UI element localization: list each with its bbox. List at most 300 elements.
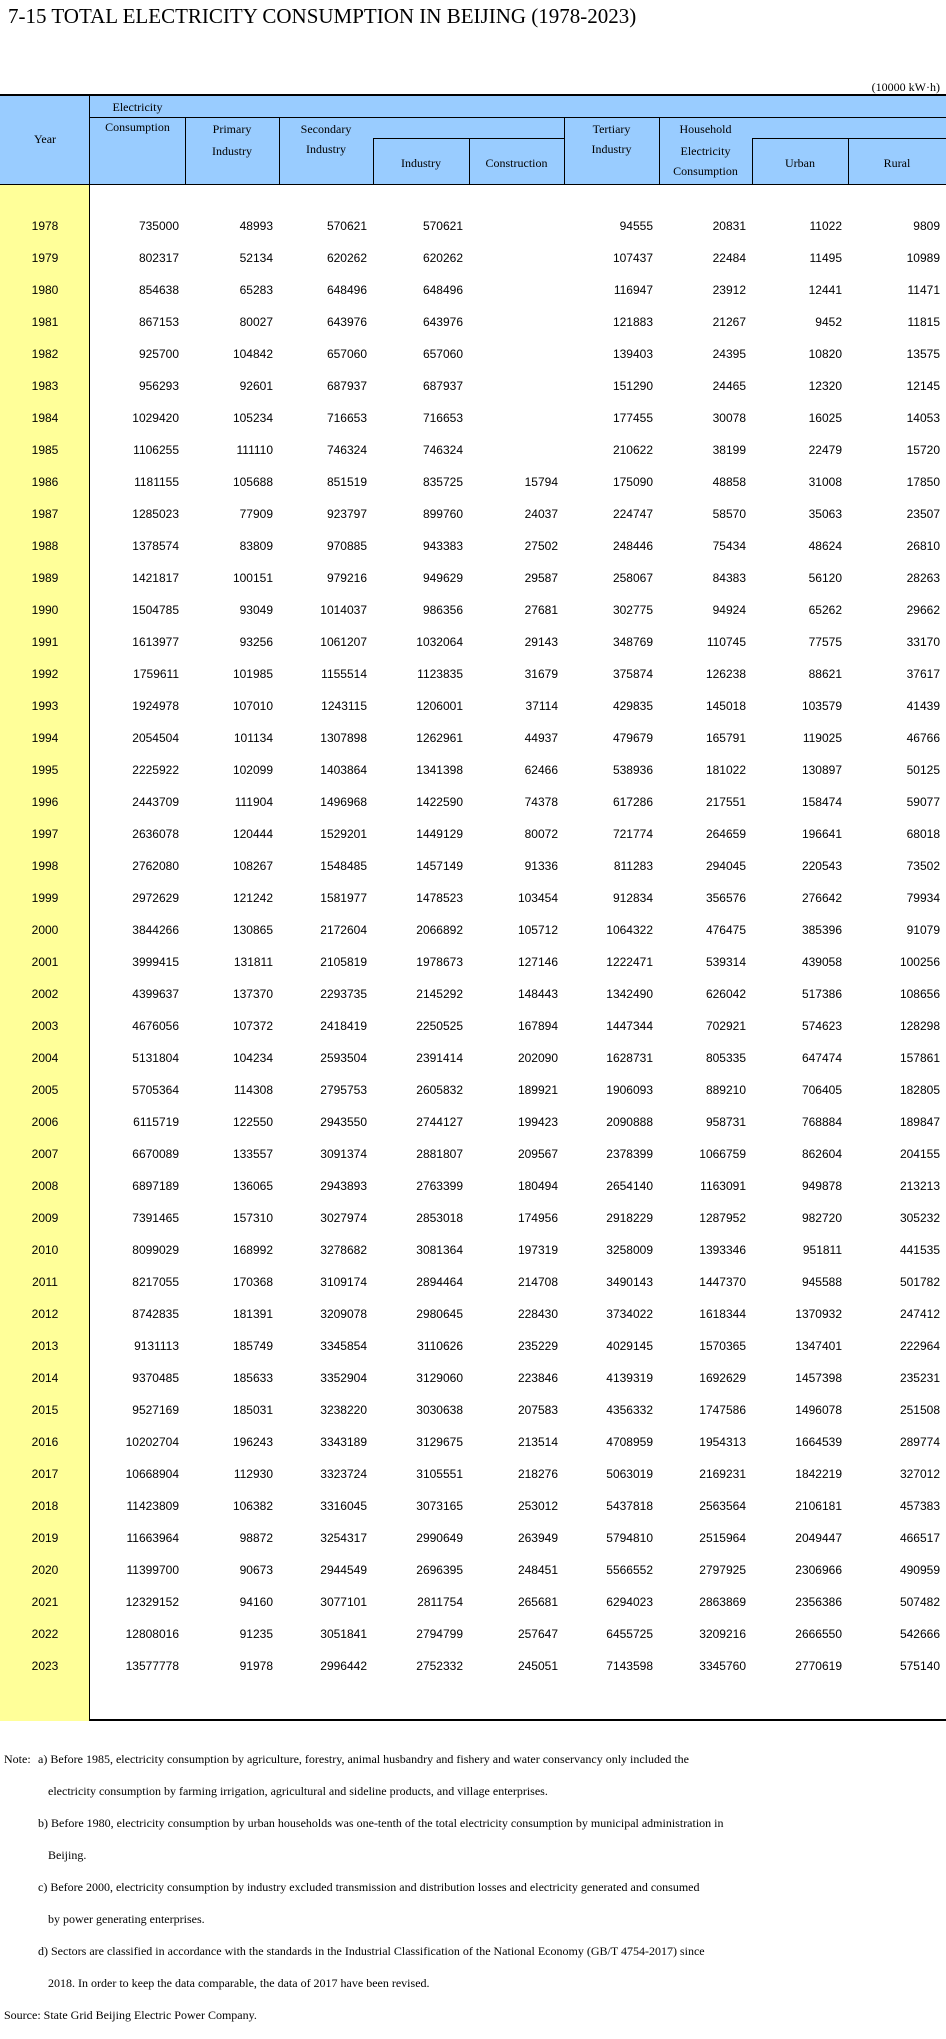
cell-household: 22484 [712, 251, 746, 265]
cell-construction: 253012 [517, 1499, 558, 1513]
cell-rural: 14053 [906, 411, 940, 425]
cell-rural: 15720 [906, 443, 940, 457]
cell-tertiary: 175090 [612, 475, 653, 489]
cell-construction: 29587 [524, 571, 558, 585]
header-tertiary-line2: Industry [591, 142, 632, 156]
cell-industry: 943383 [422, 539, 463, 553]
cell-year: 1983 [31, 379, 59, 393]
cell-industry: 986356 [422, 603, 463, 617]
cell-household: 1692629 [699, 1371, 746, 1385]
cell-industry: 2794799 [416, 1627, 463, 1641]
cell-secondary: 2943893 [320, 1179, 367, 1193]
cell-primary: 98872 [239, 1531, 273, 1545]
cell-primary: 106382 [232, 1499, 273, 1513]
cell-rural: 222964 [899, 1339, 940, 1353]
cell-tertiary: 139403 [612, 347, 653, 361]
cell-secondary: 1307898 [320, 731, 367, 745]
cell-urban: 220543 [801, 859, 842, 873]
table-row [0, 818, 946, 850]
cell-rural: 79934 [906, 891, 940, 905]
cell-urban: 1457398 [795, 1371, 842, 1385]
cell-year: 1995 [31, 763, 59, 777]
header-bottom-rule [0, 184, 946, 185]
cell-secondary: 3345854 [320, 1339, 367, 1353]
cell-tertiary: 107437 [612, 251, 653, 265]
table-row [0, 306, 946, 338]
cell-rural: 204155 [899, 1147, 940, 1161]
cell-year: 2018 [31, 1499, 59, 1513]
cell-electricity: 10202704 [125, 1435, 179, 1449]
cell-secondary: 923797 [326, 507, 367, 521]
cell-tertiary: 3734022 [606, 1307, 653, 1321]
cell-urban: 12441 [808, 283, 842, 297]
cell-household: 48858 [712, 475, 746, 489]
cell-rural: 23507 [906, 507, 940, 521]
header-primary-line1: Primary [212, 122, 252, 136]
cell-electricity: 9527169 [132, 1403, 179, 1417]
cell-industry: 746324 [422, 443, 463, 457]
cell-construction: 31679 [524, 667, 558, 681]
cell-primary: 101985 [232, 667, 273, 681]
cell-secondary: 643976 [326, 315, 367, 329]
cell-secondary: 2105819 [320, 955, 367, 969]
cell-secondary: 970885 [326, 539, 367, 553]
cell-year: 1980 [31, 283, 59, 297]
cell-electricity: 4676056 [132, 1019, 179, 1033]
cell-tertiary: 811283 [613, 859, 653, 873]
cell-primary: 93049 [239, 603, 273, 617]
cell-secondary: 2996442 [320, 1659, 367, 1673]
cell-electricity: 854638 [138, 283, 179, 297]
cell-rural: 28263 [906, 571, 940, 585]
cell-urban: 65262 [808, 603, 842, 617]
cell-tertiary: 538936 [612, 763, 653, 777]
cell-rural: 46766 [906, 731, 940, 745]
cell-electricity: 2225922 [132, 763, 179, 777]
cell-urban: 982720 [801, 1211, 842, 1225]
cell-urban: 2666550 [795, 1627, 842, 1641]
table-row [0, 754, 946, 786]
cell-industry: 1978673 [416, 955, 463, 969]
cell-tertiary: 248446 [612, 539, 653, 553]
cell-construction: 214708 [517, 1275, 558, 1289]
cell-household: 94924 [712, 603, 746, 617]
cell-year: 1987 [31, 507, 59, 521]
cell-household: 2563564 [699, 1499, 746, 1513]
cell-secondary: 2944549 [320, 1563, 367, 1577]
cell-household: 24395 [712, 347, 746, 361]
cell-rural: 235231 [899, 1371, 940, 1385]
table-row [0, 1170, 946, 1202]
cell-year: 1989 [31, 571, 59, 585]
cell-primary: 104842 [232, 347, 273, 361]
note-c-line1: c) Before 2000, electricity consumption by industry excluded transmission and distribution losses and electricity generated and consumed [38, 1880, 700, 1894]
cell-rural: 327012 [899, 1467, 940, 1481]
cell-construction: 174956 [517, 1211, 558, 1225]
cell-year: 1986 [31, 475, 59, 489]
cell-tertiary: 2378399 [606, 1147, 653, 1161]
cell-rural: 9809 [913, 219, 940, 233]
cell-construction: 248451 [517, 1563, 558, 1577]
table-row [0, 402, 946, 434]
cell-industry: 657060 [422, 347, 463, 361]
cell-construction [469, 402, 564, 434]
table-row [0, 594, 946, 626]
cell-urban: 11495 [809, 251, 842, 265]
cell-household: 1954313 [699, 1435, 746, 1449]
cell-construction: 228430 [517, 1307, 558, 1321]
cell-industry: 1206001 [416, 699, 463, 713]
header-divider [752, 138, 946, 139]
cell-household: 84383 [712, 571, 746, 585]
cell-tertiary: 6294023 [606, 1595, 653, 1609]
note-b-line1: b) Before 1980, electricity consumption by urban households was one-tenth of the total electricity consumption by municipal administration in [38, 1816, 724, 1830]
cell-urban: 12320 [808, 379, 842, 393]
table-row [0, 1554, 946, 1586]
cell-tertiary: 912834 [612, 891, 653, 905]
cell-construction: 207583 [517, 1403, 558, 1417]
cell-urban: 949878 [801, 1179, 842, 1193]
cell-urban: 130897 [801, 763, 842, 777]
cell-industry: 2752332 [416, 1659, 463, 1673]
cell-tertiary: 121883 [612, 315, 653, 329]
header-secondary-line1: Secondary [300, 122, 352, 136]
cell-rural: 466517 [899, 1531, 940, 1545]
table-row [0, 1490, 946, 1522]
table-row [0, 1330, 946, 1362]
cell-urban: 1842219 [795, 1467, 842, 1481]
cell-household: 2863869 [699, 1595, 746, 1609]
cell-primary: 120444 [232, 827, 273, 841]
cell-electricity: 1613977 [132, 635, 179, 649]
cell-primary: 136065 [232, 1179, 273, 1193]
note-d-line2: 2018. In order to keep the data comparable, the data of 2017 have been revised. [48, 1976, 430, 1990]
cell-construction: 62466 [524, 763, 558, 777]
cell-industry: 2853018 [416, 1211, 463, 1225]
cell-construction: 127146 [517, 955, 558, 969]
cell-secondary: 2593504 [320, 1051, 367, 1065]
cell-year: 2022 [31, 1627, 59, 1641]
cell-rural: 289774 [899, 1435, 940, 1449]
cell-tertiary: 429835 [612, 699, 653, 713]
cell-construction: 15794 [524, 475, 558, 489]
cell-urban: 2049447 [795, 1531, 842, 1545]
cell-year: 2005 [31, 1083, 59, 1097]
cell-tertiary: 258067 [612, 571, 653, 585]
cell-secondary: 2418419 [320, 1019, 367, 1033]
cell-urban: 158474 [801, 795, 842, 809]
table-row [0, 882, 946, 914]
cell-tertiary: 94555 [619, 219, 653, 233]
cell-urban: 2106181 [795, 1499, 842, 1513]
cell-construction [469, 306, 564, 338]
cell-household: 1618344 [699, 1307, 746, 1321]
cell-construction [469, 274, 564, 306]
cell-construction: 265681 [517, 1595, 558, 1609]
cell-year: 1998 [31, 859, 59, 873]
cell-industry: 643976 [422, 315, 463, 329]
cell-industry: 2066892 [416, 923, 463, 937]
cell-urban: 945588 [801, 1275, 842, 1289]
cell-industry: 2980645 [416, 1307, 463, 1321]
cell-year: 1979 [31, 251, 59, 265]
table-row [0, 466, 946, 498]
cell-household: 58570 [712, 507, 746, 521]
cell-primary: 48993 [239, 219, 273, 233]
cell-electricity: 11423809 [126, 1499, 179, 1513]
cell-rural: 73502 [906, 859, 940, 873]
table-row [0, 1522, 946, 1554]
cell-year: 2021 [31, 1595, 59, 1609]
cell-tertiary: 4139319 [606, 1371, 653, 1385]
cell-electricity: 9370485 [132, 1371, 179, 1385]
table-row [0, 1010, 946, 1042]
cell-construction: 37114 [525, 699, 558, 713]
cell-industry: 1341398 [416, 763, 463, 777]
cell-urban: 2770619 [795, 1659, 842, 1673]
cell-secondary: 648496 [326, 283, 367, 297]
cell-primary: 77909 [239, 507, 273, 521]
cell-electricity: 8742835 [132, 1307, 179, 1321]
cell-year: 2016 [31, 1435, 59, 1449]
cell-electricity: 1924978 [132, 699, 179, 713]
cell-urban: 2306966 [795, 1563, 842, 1577]
cell-household: 2797925 [699, 1563, 746, 1577]
cell-primary: 122550 [232, 1115, 273, 1129]
cell-rural: 17850 [906, 475, 940, 489]
cell-rural: 91079 [906, 923, 940, 937]
cell-household: 1163091 [700, 1179, 746, 1193]
cell-electricity: 5705364 [132, 1083, 179, 1097]
cell-construction: 235229 [517, 1339, 558, 1353]
cell-industry: 1478523 [416, 891, 463, 905]
cell-tertiary: 4708959 [606, 1435, 653, 1449]
cell-electricity: 3999415 [132, 955, 179, 969]
cell-year: 1992 [31, 667, 59, 681]
cell-secondary: 3091374 [320, 1147, 367, 1161]
table-row [0, 1650, 946, 1682]
table-row [0, 850, 946, 882]
header-tertiary-line1: Tertiary [592, 122, 631, 136]
cell-tertiary: 1447344 [606, 1019, 653, 1033]
cell-year: 2020 [31, 1563, 59, 1577]
table-row [0, 1586, 946, 1618]
table-row [0, 562, 946, 594]
cell-household: 3345760 [699, 1659, 746, 1673]
cell-primary: 130865 [232, 923, 273, 937]
cell-electricity: 4399637 [132, 987, 179, 1001]
cell-primary: 65283 [239, 283, 273, 297]
cell-household: 1393346 [699, 1243, 746, 1257]
table-row [0, 1362, 946, 1394]
cell-year: 2006 [31, 1115, 59, 1129]
cell-industry: 3110626 [417, 1339, 463, 1353]
cell-electricity: 735000 [138, 219, 179, 233]
cell-primary: 102099 [232, 763, 273, 777]
cell-urban: 88621 [808, 667, 842, 681]
cell-secondary: 620262 [326, 251, 367, 265]
cell-household: 476475 [705, 923, 746, 937]
cell-household: 38199 [712, 443, 746, 457]
cell-tertiary: 375874 [612, 667, 653, 681]
cell-construction: 199423 [517, 1115, 558, 1129]
cell-construction: 213514 [517, 1435, 558, 1449]
cell-tertiary: 7143598 [606, 1659, 653, 1673]
header-household-line2: Electricity [680, 144, 731, 158]
cell-household: 1066759 [699, 1147, 746, 1161]
cell-year: 1993 [31, 699, 59, 713]
cell-year: 2001 [31, 955, 59, 969]
cell-tertiary: 177455 [612, 411, 653, 425]
table-row [0, 370, 946, 402]
cell-tertiary: 210622 [612, 443, 653, 457]
cell-construction [469, 434, 564, 466]
table-row [0, 434, 946, 466]
cell-secondary: 746324 [326, 443, 367, 457]
cell-rural: 305232 [899, 1211, 940, 1225]
cell-secondary: 3238220 [320, 1403, 367, 1417]
cell-construction: 245051 [517, 1659, 558, 1673]
table-row [0, 946, 946, 978]
table-row [0, 914, 946, 946]
cell-urban: 1370932 [795, 1307, 842, 1321]
cell-construction: 24037 [524, 507, 558, 521]
table-row [0, 722, 946, 754]
cell-year: 1997 [31, 827, 59, 841]
table-row [0, 1618, 946, 1650]
cell-rural: 157861 [899, 1051, 940, 1065]
header-household-line3: Consumption [673, 164, 738, 178]
cell-rural: 542666 [899, 1627, 940, 1641]
cell-rural: 100256 [899, 955, 940, 969]
cell-secondary: 657060 [326, 347, 367, 361]
cell-primary: 196243 [232, 1435, 273, 1449]
cell-electricity: 956293 [138, 379, 179, 393]
cell-construction: 218276 [517, 1467, 558, 1481]
cell-tertiary: 3258009 [606, 1243, 653, 1257]
cell-primary: 111904 [234, 795, 273, 809]
cell-construction: 180494 [517, 1179, 558, 1193]
cell-industry: 3030638 [416, 1403, 463, 1417]
cell-household: 264659 [705, 827, 746, 841]
header-construction: Construction [485, 156, 548, 170]
table-row [0, 786, 946, 818]
cell-rural: 50125 [906, 763, 940, 777]
cell-industry: 1457149 [416, 859, 463, 873]
table-row [0, 626, 946, 658]
cell-secondary: 3316045 [320, 1499, 367, 1513]
cell-secondary: 716653 [326, 411, 367, 425]
page-title: 7-15 TOTAL ELECTRICITY CONSUMPTION IN BEIJING (1978-2023) [8, 4, 637, 28]
cell-primary: 170368 [232, 1275, 273, 1289]
cell-industry: 1032064 [416, 635, 463, 649]
cell-construction [469, 338, 564, 370]
cell-industry: 648496 [422, 283, 463, 297]
cell-secondary: 979216 [326, 571, 367, 585]
cell-secondary: 1061207 [320, 635, 367, 649]
cell-construction: 27502 [524, 539, 558, 553]
cell-electricity: 5131804 [132, 1051, 179, 1065]
cell-tertiary: 4029145 [606, 1339, 653, 1353]
cell-primary: 107010 [232, 699, 273, 713]
cell-rural: 37617 [906, 667, 940, 681]
cell-urban: 35063 [808, 507, 842, 521]
cell-construction: 103454 [517, 891, 558, 905]
cell-primary: 168992 [232, 1243, 273, 1257]
header-primary-line2: Industry [212, 144, 252, 158]
cell-industry: 3081364 [416, 1243, 463, 1257]
cell-primary: 93256 [239, 635, 273, 649]
cell-secondary: 2943550 [320, 1115, 367, 1129]
cell-primary: 92601 [239, 379, 273, 393]
cell-primary: 133557 [232, 1147, 273, 1161]
cell-year: 1988 [31, 539, 59, 553]
unit-label: (10000 kW·h) [871, 80, 940, 94]
cell-construction: 91336 [524, 859, 558, 873]
cell-industry: 2881807 [416, 1147, 463, 1161]
source-line: Source: State Grid Beijing Electric Power Company. [4, 2008, 257, 2022]
table-row [0, 1234, 946, 1266]
cell-rural: 12145 [906, 379, 940, 393]
cell-household: 3209216 [699, 1627, 746, 1641]
cell-secondary: 3254317 [320, 1531, 367, 1545]
cell-year: 2017 [31, 1467, 59, 1481]
cell-primary: 111110 [236, 443, 273, 457]
cell-industry: 2811754 [417, 1595, 463, 1609]
cell-household: 217551 [705, 795, 746, 809]
cell-household: 2169231 [699, 1467, 746, 1481]
cell-secondary: 1243115 [321, 699, 367, 713]
cell-urban: 1664539 [795, 1435, 842, 1449]
table-row [0, 338, 946, 370]
cell-tertiary: 116947 [613, 283, 653, 297]
cell-secondary: 1155514 [321, 667, 367, 681]
cell-rural: 26810 [906, 539, 940, 553]
cell-rural: 10989 [906, 251, 940, 265]
cell-construction [469, 242, 564, 274]
cell-electricity: 1106255 [133, 443, 179, 457]
cell-tertiary: 721774 [612, 827, 653, 841]
cell-industry: 2145292 [416, 987, 463, 1001]
table-row [0, 210, 946, 242]
cell-household: 145018 [705, 699, 746, 713]
cell-primary: 94160 [239, 1595, 273, 1609]
cell-urban: 1496078 [795, 1403, 842, 1417]
cell-secondary: 3051841 [320, 1627, 367, 1641]
cell-industry: 2391414 [416, 1051, 463, 1065]
header-electricity-line1: Electricity [112, 100, 163, 114]
cell-household: 889210 [705, 1083, 746, 1097]
cell-tertiary: 479679 [612, 731, 653, 745]
cell-rural: 189847 [899, 1115, 940, 1129]
cell-rural: 575140 [899, 1659, 940, 1673]
cell-urban: 48624 [808, 539, 842, 553]
cell-rural: 490959 [899, 1563, 940, 1577]
cell-household: 294045 [705, 859, 746, 873]
cell-tertiary: 1222471 [606, 955, 653, 969]
cell-industry: 3129060 [416, 1371, 463, 1385]
cell-urban: 706405 [801, 1083, 842, 1097]
table-row [0, 978, 946, 1010]
cell-primary: 105234 [232, 411, 273, 425]
notes-prefix: Note: [4, 1752, 31, 1766]
cell-rural: 68018 [906, 827, 940, 841]
table-row [0, 1394, 946, 1426]
consumption-table [0, 94, 946, 1721]
cell-household: 181022 [705, 763, 746, 777]
note-b-line2: Beijing. [48, 1848, 87, 1862]
table-row [0, 1426, 946, 1458]
